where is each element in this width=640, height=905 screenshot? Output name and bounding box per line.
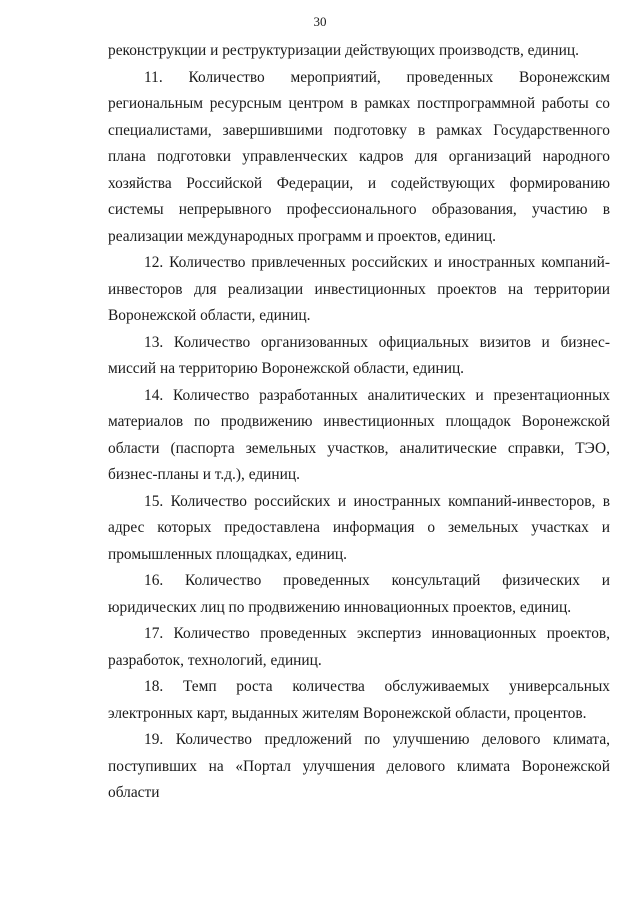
paragraph-continuation: реконструкции и реструктуризации действующих производств, единиц. bbox=[108, 42, 579, 59]
paragraph-item-14: 14. Количество разработанных аналитических и презентационных материалов по продвижению инвестиционных площадок Воронежской области (паспорта земельных участков, аналитические справки, ТЭО, бизнес-планы и т.д.), единиц. bbox=[108, 386, 610, 483]
paragraph-item-15: 15. Количество российских и иностранных компаний-инвесторов, в адрес которых предоставлена информация о земельных участках и промышленных площадках, единиц. bbox=[108, 492, 610, 563]
paragraph-item-18: 18. Темп роста количества обслуживаемых универсальных электронных карт, выданных жителям Воронежской области, процентов. bbox=[108, 678, 610, 722]
paragraph-item-11: 11. Количество мероприятий, проведенных Воронежским региональным ресурсным центром в рамках постпрограммной работы со специалистами, завершившими подготовку в рамках Государственного плана подготовки управленческих кадров для организаций народного хозяйства Российской Федерации, и содействующих формированию системы непрерывного профессионального образования, участию в реализации международных программ и проектов, единиц. bbox=[108, 68, 610, 245]
document-body bbox=[108, 38, 610, 807]
paragraph-item-16: 16. Количество проведенных консультаций физических и юридических лиц по продвижению инновационных проектов, единиц. bbox=[108, 572, 610, 616]
page-number: 30 bbox=[313, 14, 327, 29]
paragraph-item-12: 12. Количество привлеченных российских и иностранных компаний-инвесторов для реализации инвестиционных проектов на территории Воронежской области, единиц. bbox=[108, 254, 610, 324]
paragraph-item-19: 19. Количество предложений по улучшению делового климата, поступивших на «Портал улучшения делового климата Воронежской области bbox=[108, 731, 610, 801]
paragraph-item-17: 17. Количество проведенных экспертиз инновационных проектов, разработок, технологий, единиц. bbox=[108, 625, 610, 669]
paragraph-item-13: 13. Количество организованных официальных визитов и бизнес-миссий на территорию Воронежской области, единиц. bbox=[108, 333, 610, 377]
